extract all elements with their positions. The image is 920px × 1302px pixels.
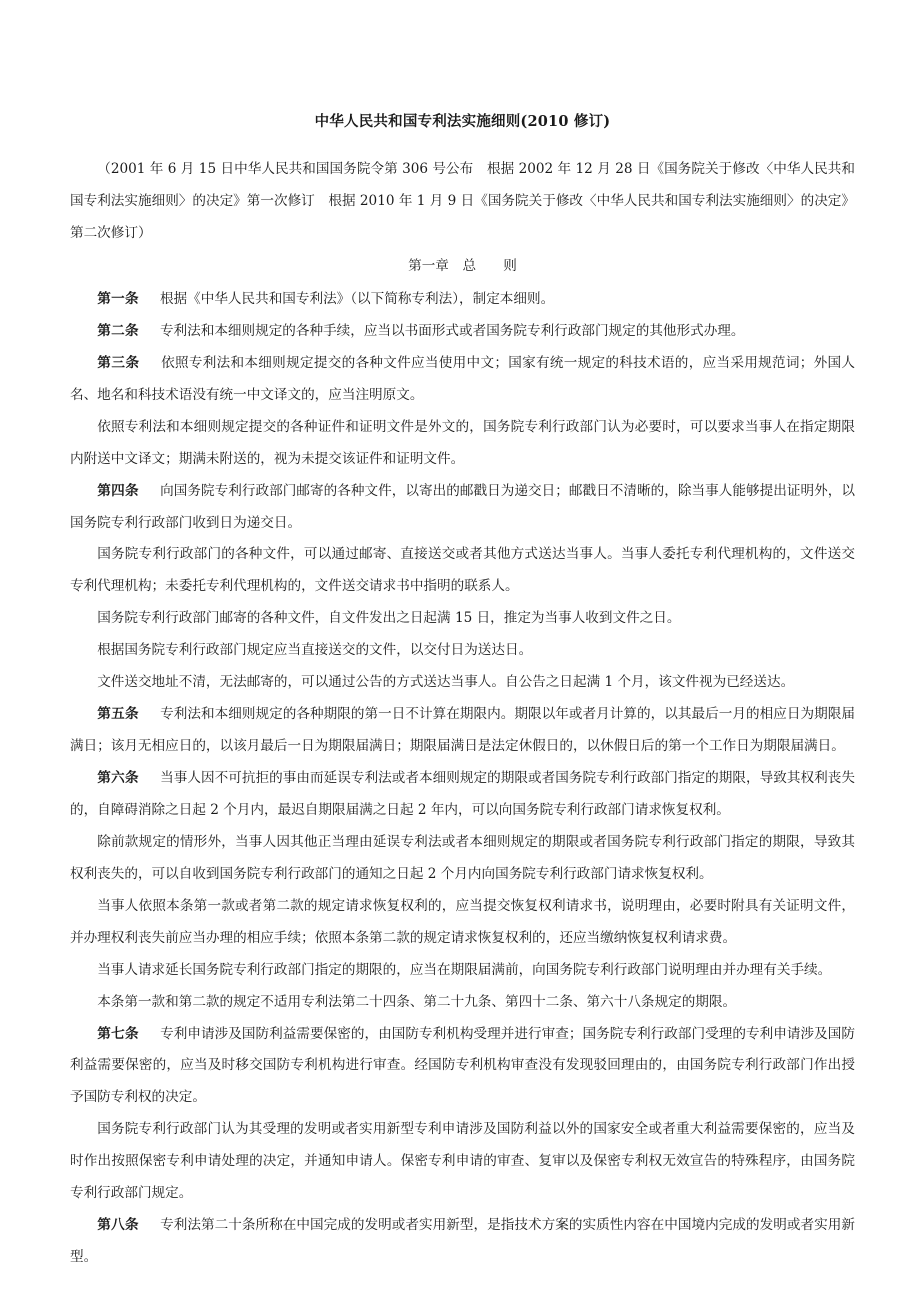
article-paragraph: [70, 827, 855, 891]
article-text: 除前款规定的情形外，当事人因其他正当理由延误专利法或者本细则规定的期限或者国务院专利行政部门指定的期限，导致其权利丧失的，可以自收到国务院专利行政部门的通知之日起 2 个月内向国务院专利行政部门请求恢复权利。: [70, 833, 855, 882]
promulgation-note: （2001 年 6 月 15 日中华人民共和国国务院令第 306 号公布 根据 2002 年 12 月 28 日《国务院关于修改〈中华人民共和国专利法实施细则〉的决定》第一次修订 根据 2010 年 1 月 9 日《国务院关于修改〈中华人民共和国专利法实施细则〉的决定》第二次修订）: [70, 161, 855, 242]
article-paragraph: [70, 539, 855, 603]
article-text: 专利法和本细则规定的各种手续，应当以书面形式或者国务院专利行政部门规定的其他形式办理。: [159, 322, 745, 339]
article-label: 第二条: [97, 322, 139, 339]
article: [70, 1210, 855, 1274]
article: [70, 699, 855, 763]
article-label: 第一条: [97, 290, 139, 307]
article-paragraph: [70, 987, 855, 1019]
article-text: 文件送交地址不清，无法邮寄的，可以通过公告的方式送达当事人。自公告之日起满 1 个月，该文件视为已经送达。: [97, 674, 795, 691]
article-label: 第五条: [97, 706, 139, 723]
article-text: 根据国务院专利行政部门规定应当直接送交的文件，以交付日为送达日。: [97, 642, 533, 659]
article-label: 第七条: [97, 1025, 139, 1042]
article-text: 本条第一款和第二款的规定不适用专利法第二十四条、第二十九条、第四十二条、第六十八条规定的期限。: [97, 993, 737, 1010]
article: [70, 348, 855, 476]
article-first-paragraph: [70, 1019, 855, 1115]
article-text: 依照专利法和本细则规定提交的各种文件应当使用中文；国家有统一规定的科技术语的，应当采用规范词；外国人名、地名和科技术语没有统一中文译文的，应当注明原文。: [70, 354, 856, 403]
document-body: [70, 112, 855, 1274]
article-first-paragraph: [70, 699, 855, 763]
article-paragraph: [70, 635, 855, 667]
article-text: 依照专利法和本细则规定提交的各种证件和证明文件是外文的，国务院专利行政部门认为必要时，可以要求当事人在指定期限内附送中文译文；期满未附送的，视为未提交该证件和证明文件。: [70, 418, 855, 467]
article-first-paragraph: [70, 284, 855, 316]
article-paragraph: [70, 667, 855, 699]
article-text: 根据《中华人民共和国专利法》（以下简称专利法），制定本细则。: [159, 290, 555, 307]
article-text: 专利法第二十条所称在中国完成的发明或者实用新型，是指技术方案的实质性内容在中国境内完成的发明或者实用新型。: [70, 1217, 855, 1266]
article: [70, 1019, 855, 1211]
article-paragraph: [70, 1114, 855, 1210]
article-label: 第八条: [97, 1217, 139, 1234]
article-text: 专利法和本细则规定的各种期限的第一日不计算在期限内。期限以年或者月计算的，以其最后一月的相应日为期限届满日；该月无相应日的，以该月最后一日为期限届满日；期限届满日是法定休假日的，以休假日后的第一个工作日为期限届满日。: [70, 706, 855, 755]
article-text: 向国务院专利行政部门邮寄的各种文件，以寄出的邮戳日为递交日；邮戳日不清晰的，除当事人能够提出证明外，以国务院专利行政部门收到日为递交日。: [70, 482, 855, 531]
article: [70, 316, 855, 348]
article-paragraph: [70, 412, 855, 476]
article-first-paragraph: [70, 476, 855, 540]
article-text: 当事人请求延长国务院专利行政部门指定的期限的，应当在期限届满前，向国务院专利行政部门说明理由并办理有关手续。: [97, 961, 832, 978]
article-paragraph: [70, 955, 855, 987]
article-paragraph: [70, 603, 855, 635]
article-text: 国务院专利行政部门邮寄的各种文件，自文件发出之日起满 15 日，推定为当事人收到文件之日。: [97, 610, 681, 627]
article: [70, 284, 855, 316]
article: [70, 476, 855, 700]
article-text: 国务院专利行政部门认为其受理的发明或者实用新型专利申请涉及国防利益以外的国家安全或者重大利益需要保密的，应当及时作出按照保密专利申请处理的决定，并通知申请人。保密专利申请的审查、复审以及保密专利权无效宣告的特殊程序，由国务院专利行政部门规定。: [70, 1121, 855, 1202]
article-text: 当事人因不可抗拒的事由而延误专利法或者本细则规定的期限或者国务院专利行政部门指定的期限，导致其权利丧失的，自障碍消除之日起 2 个月内，最迟自期限届满之日起 2 年内，可以向国务院专利行政部门请求恢复权利。: [70, 770, 855, 818]
chapter-heading: 第一章 总 则: [408, 258, 517, 275]
article-first-paragraph: [70, 763, 855, 827]
article-label: 第六条: [97, 770, 139, 786]
article-first-paragraph: [70, 348, 855, 412]
article-first-paragraph: [70, 1210, 855, 1274]
article-label: 第四条: [97, 482, 139, 499]
article-text: 国务院专利行政部门的各种文件，可以通过邮寄、直接送交或者其他方式送达当事人。当事人委托专利代理机构的，文件送交专利代理机构；未委托专利代理机构的，文件送交请求书中指明的联系人。: [70, 546, 855, 595]
article-text: 当事人依照本条第一款或者第二款的规定请求恢复权利的，应当提交恢复权利请求书，说明理由，必要时附具有关证明文件，并办理权利丧失前应当办理的相应手续；依照本条第二款的规定请求恢复权利的，还应当缴纳恢复权利请求费。: [70, 897, 855, 946]
article-text: 专利申请涉及国防利益需要保密的，由国防专利机构受理并进行审查；国务院专利行政部门受理的专利申请涉及国防利益需要保密的，应当及时移交国防专利机构进行审查。经国防专利机构审查没有发现驳回理由的，由国务院专利行政部门作出授予国防专利权的决定。: [70, 1025, 855, 1106]
article-paragraph: [70, 891, 855, 955]
article-label: 第三条: [97, 354, 140, 371]
article: [70, 763, 855, 1019]
article-first-paragraph: [70, 316, 855, 348]
articles-container: [70, 284, 855, 1274]
document-title: 中华人民共和国专利法实施细则(2010 修订): [314, 113, 611, 130]
